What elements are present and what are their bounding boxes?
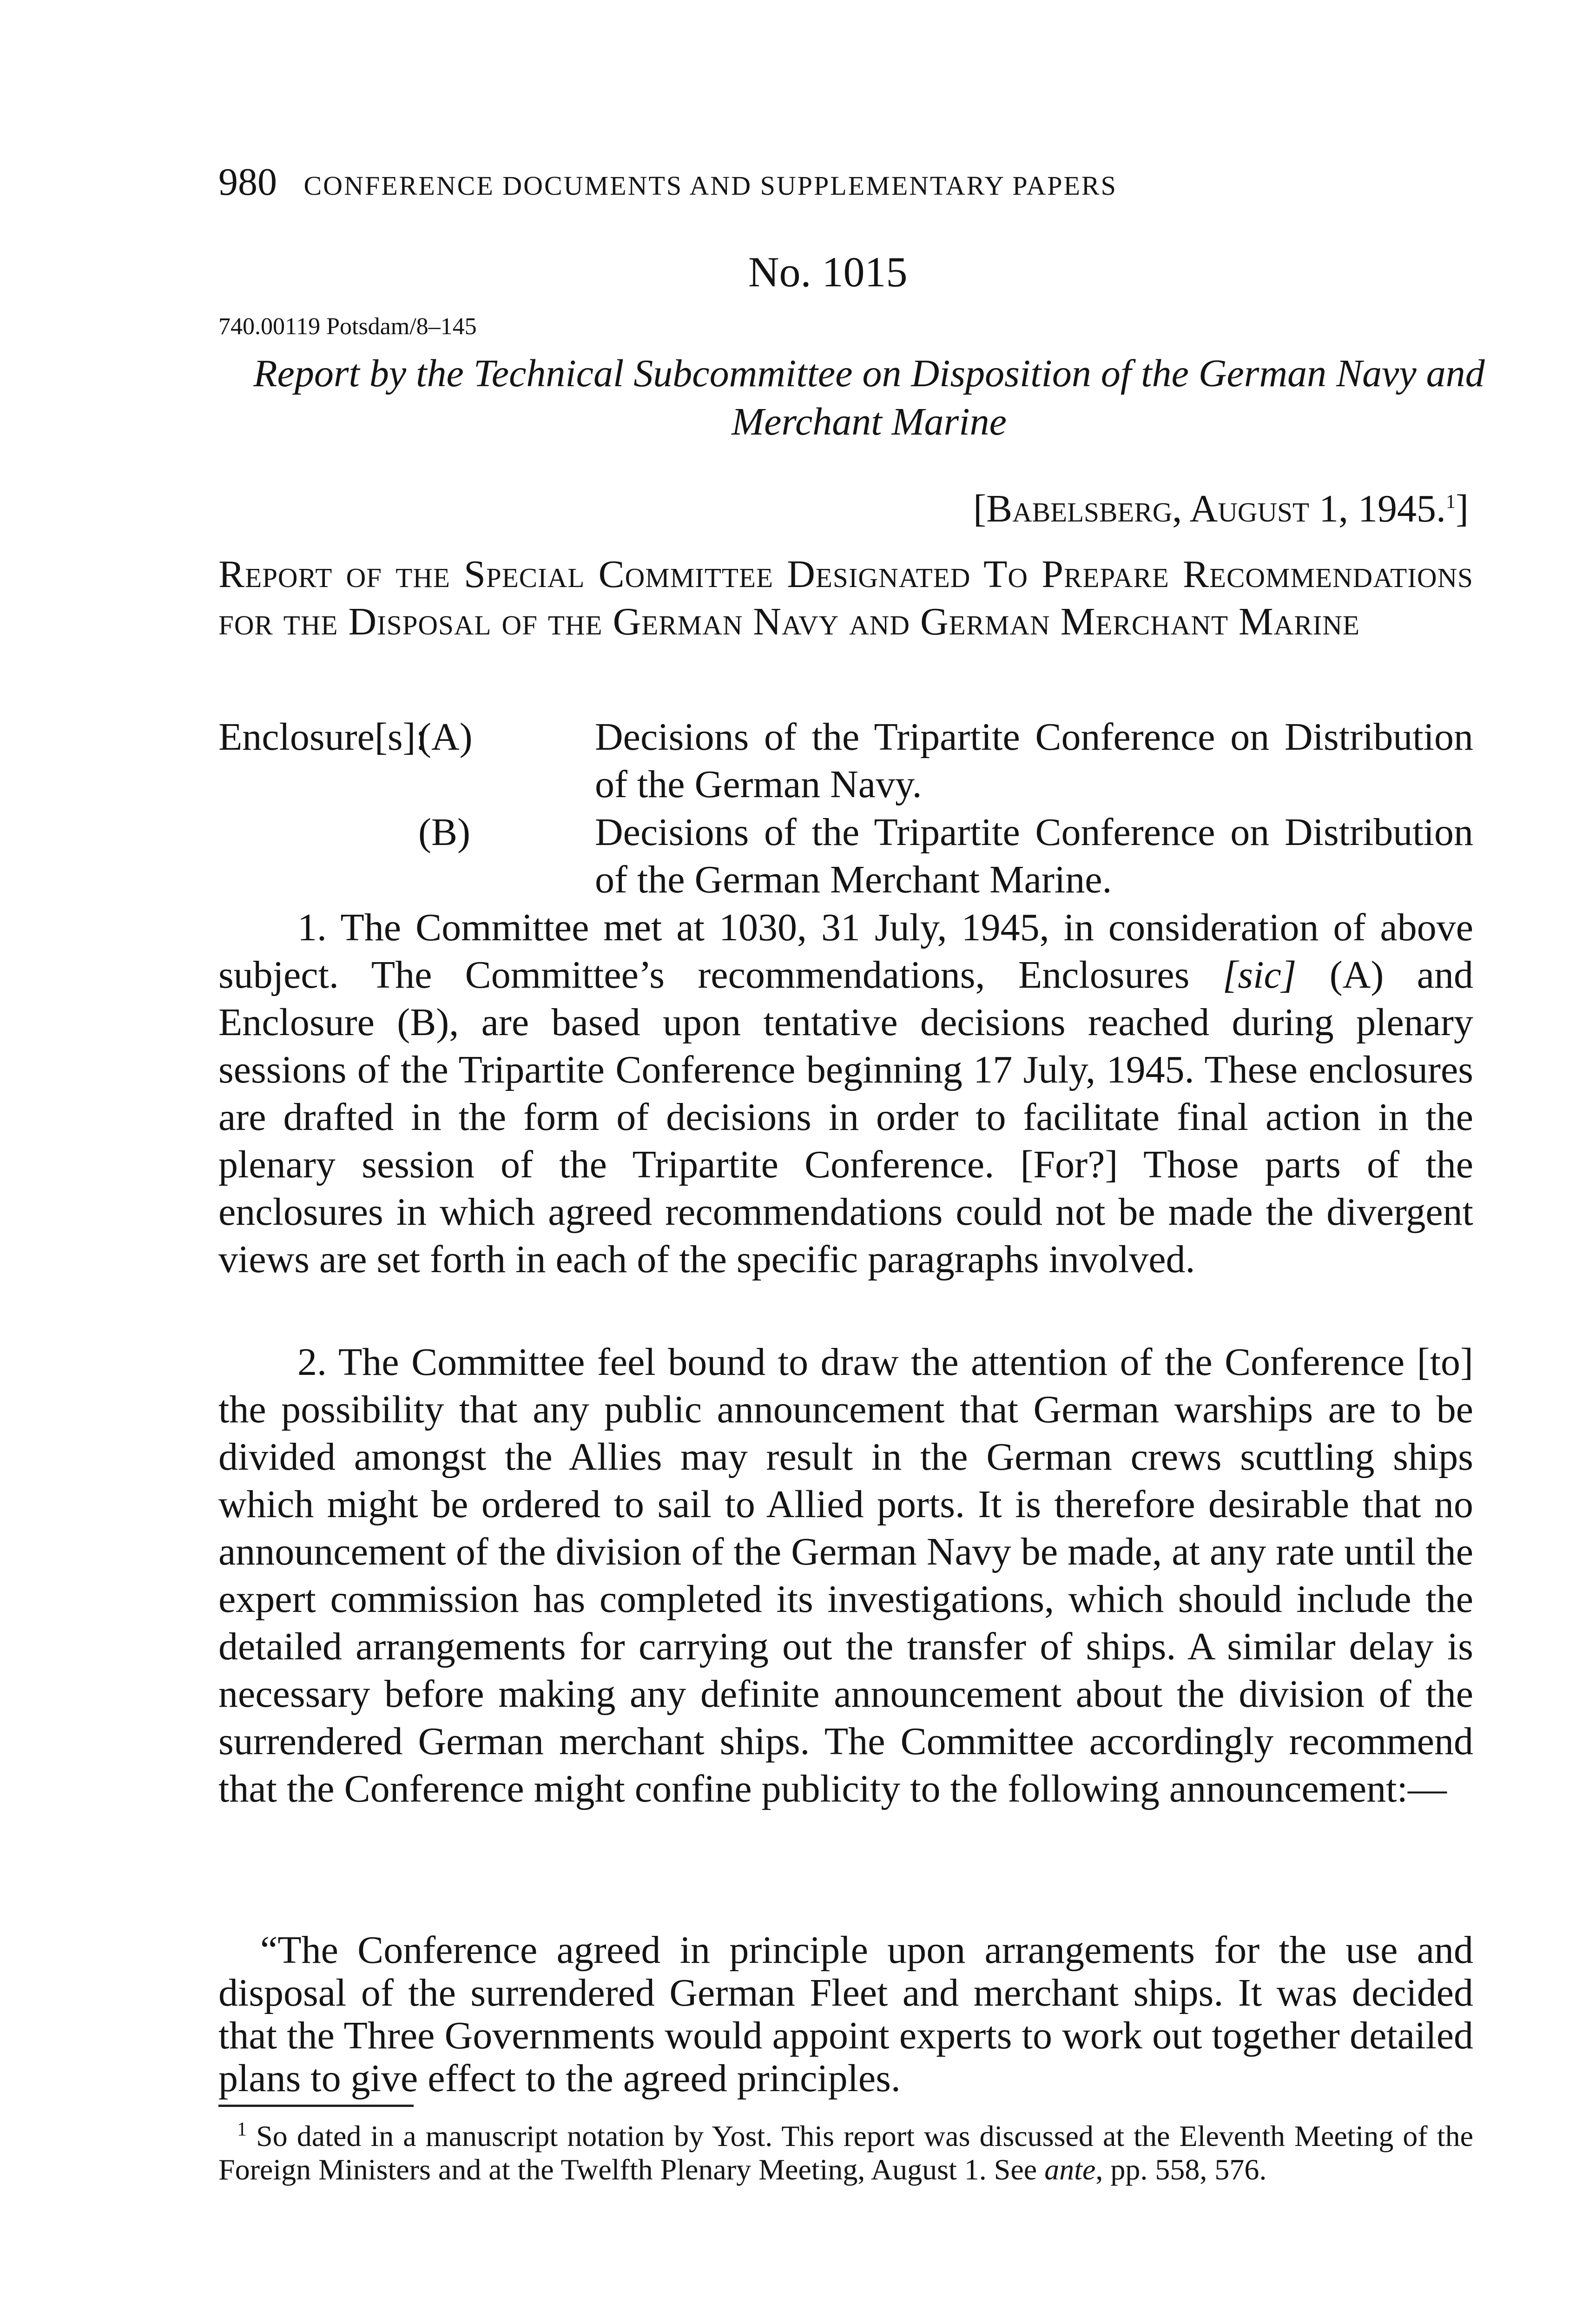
enclosure-label: Enclosure[s]: bbox=[218, 715, 427, 759]
enclosure-text: Decisions of the Tripartite Conference on Distribution of the German Navy. bbox=[595, 715, 1473, 806]
announcement-quote bbox=[218, 1929, 1473, 2100]
footnote-text-a: So dated in a manuscript notation by Yost. This report was discussed at the Eleventh Meeting of the Foreign Ministers and at the Twelfth Plenary Meeting, August 1. See bbox=[218, 2119, 1473, 2186]
document-title: Report by the Technical Subcommittee on Disposition of the German Navy and Merchant Marine bbox=[253, 352, 1485, 443]
sic-annotation: [sic] bbox=[1222, 953, 1297, 997]
page-number: 980 bbox=[218, 160, 277, 204]
paragraph-2 bbox=[218, 1339, 1473, 1813]
file-reference: 740.00119 Potsdam/8–145 bbox=[218, 313, 477, 340]
quote-text: “The Conference agreed in principle upon arrangements for the use and disposal of the surrendered German Fleet and merchant ships. It was decided that the Three Governments would appoint experts to work out together detailed plans to give effect to the agreed principles. bbox=[218, 1928, 1473, 2100]
dateline-footnote-mark[interactable]: 1 bbox=[1446, 491, 1456, 513]
enclosure-text: Decisions of the Tripartite Conference on Distribution of the German Merchant Marine. bbox=[595, 811, 1473, 901]
enclosure-item-a bbox=[418, 713, 1473, 808]
report-heading: Report of the Special Committee Designated To Prepare Recommendations for the Disposal of the German Navy and German Merchant Marine bbox=[218, 553, 1473, 643]
running-head-title: CONFERENCE DOCUMENTS AND SUPPLEMENTARY PAPERS bbox=[303, 171, 1117, 201]
enclosure-letter: (B) bbox=[418, 811, 470, 854]
dateline bbox=[883, 486, 1469, 532]
enclosure-letter: (A) bbox=[418, 715, 473, 759]
footnote-mark: 1 bbox=[237, 2119, 247, 2140]
paragraph-1-text-a: 1. The Committee met at 1030, 31 July, 1945, in consideration of above subject. The Committee’s recommendations, Enclosures bbox=[218, 906, 1473, 997]
paragraph-1 bbox=[218, 904, 1473, 1283]
footnote-text-b: , pp. 558, 576. bbox=[1095, 2153, 1267, 2186]
running-head bbox=[218, 160, 1380, 205]
footnote-divider bbox=[218, 2105, 414, 2107]
enclosure-item-b bbox=[418, 809, 1473, 904]
dateline-close: ] bbox=[1456, 487, 1469, 530]
paragraph-1-text-b: (A) and Enclosure (B), are based upon tentative decisions reached during plenary sessions of the Tripartite Conference beginning 17 July, 1945. These enclosures are drafted in the form of decisions in order to facilitate final action in the plenary session of the Tripartite Conference. [For?] Those parts of the enclosures in which agreed recommendations could not be made the divergent views are set forth in each of the specific paragraphs involved. bbox=[218, 953, 1474, 1281]
dateline-text: [Babelsberg, August 1, 1945. bbox=[973, 487, 1446, 530]
paragraph-2-text: 2. The Committee feel bound to draw the attention of the Conference [to] the possibility that any public announcement that German warships are to be divided amongst the Allies may result in the German crews scuttling ships which might be ordered to sail to Allied ports. It is therefore desirable that no announcement of the division of the German Navy be made, at any rate until the expert commission has completed its investigations, which should include the detailed arrangements for carrying out the transfer of ships. A similar delay is necessary before making any definite announcement about the division of the surrendered German merchant ships. The Committee accordingly recommend that the Conference might confine publicity to the following announcement:— bbox=[218, 1340, 1473, 1810]
footnote bbox=[218, 2119, 1473, 2186]
document-number: No. 1015 bbox=[748, 248, 908, 296]
footnote-italic: ante bbox=[1044, 2153, 1096, 2186]
